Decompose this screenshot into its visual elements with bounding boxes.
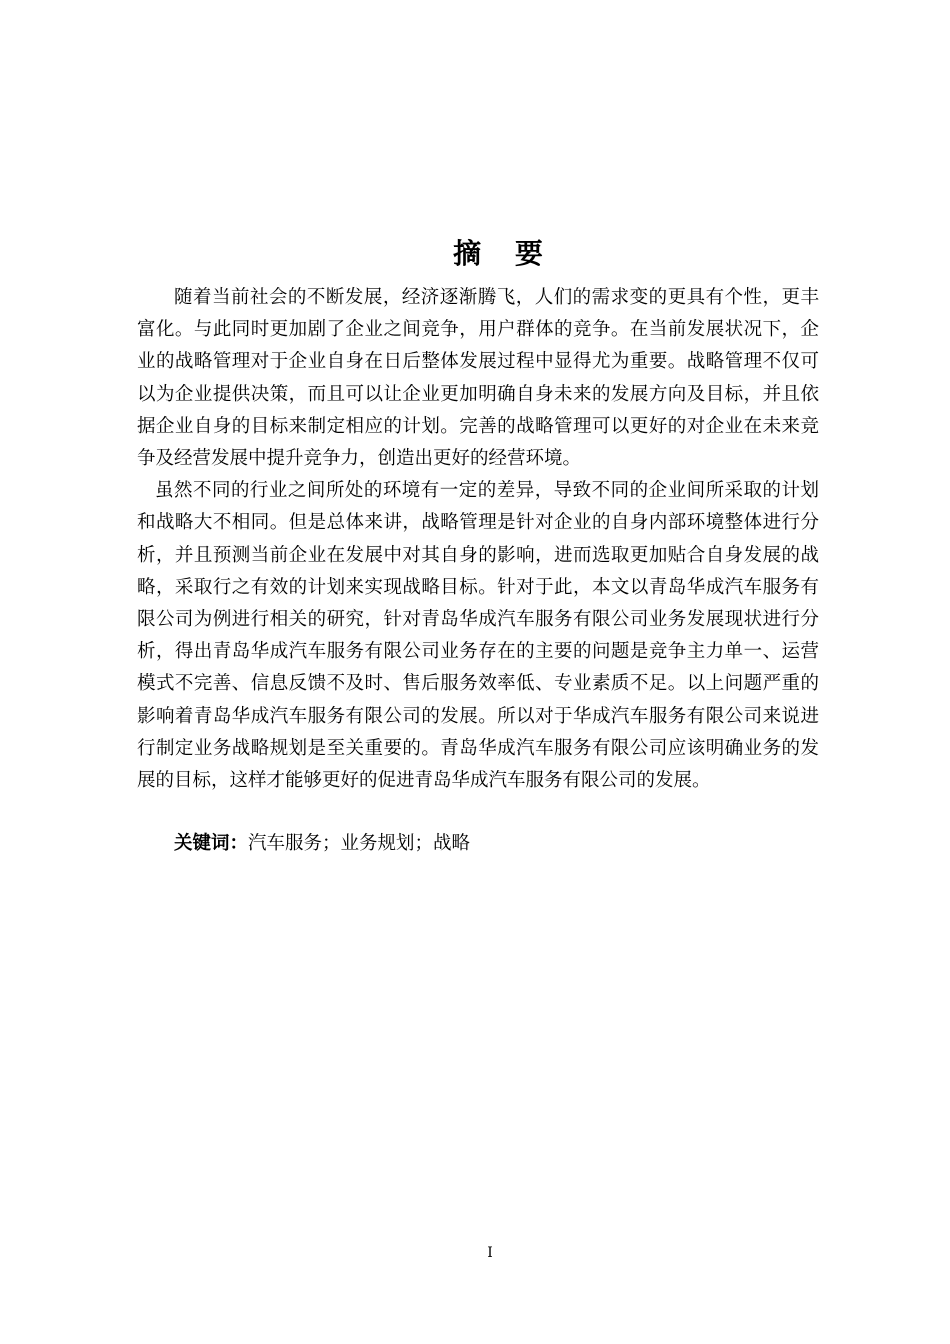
- abstract-paragraph-1: 随着当前社会的不断发展，经济逐渐腾飞，人们的需求变的更具有个性，更丰富化。与此同时更加剧了企业之间竞争，用户群体的竞争。在当前发展状况下，企业的战略管理对于企业自身在日后整体发展过程中显得尤为重要。战略管理不仅可以为企业提供决策，而且可以让企业更加明确自身未来的发展方向及目标，并且依据企业自身的目标来制定相应的计划。完善的战略管理可以更好的对企业在未来竞争及经营发展中提升竞争力，创造出更好的经营环境。: [137, 287, 819, 470]
- abstract-body: [137, 282, 819, 797]
- keywords-label: 关键词：: [174, 833, 249, 854]
- page-number: I: [487, 1245, 493, 1261]
- keywords-value: 汽车服务；业务规划；战略: [248, 833, 471, 854]
- abstract-title: 摘 要: [453, 236, 555, 270]
- abstract-paragraph-2: 虽然不同的行业之间所处的环境有一定的差异，导致不同的企业间所采取的计划和战略大不相同。但是总体来讲，战略管理是针对企业的自身内部环境整体进行分析，并且预测当前企业在发展中对其自身的影响，进而选取更加贴合自身发展的战略，采取行之有效的计划来实现战略目标。针对于此，本文以青岛华成汽车服务有限公司为例进行相关的研究，针对青岛华成汽车服务有限公司业务发展现状进行分析，得出青岛华成汽车服务有限公司业务存在的主要的问题是竞争主力单一、运营模式不完善、信息反馈不及时、售后服务效率低、专业素质不足。以上问题严重的影响着青岛华成汽车服务有限公司的发展。所以对于华成汽车服务有限公司来说进行制定业务战略规划是至关重要的。青岛华成汽车服务有限公司应该明确业务的发展的目标，这样才能够更好的促进青岛华成汽车服务有限公司的发展。: [137, 480, 819, 792]
- keywords-line: [174, 828, 470, 860]
